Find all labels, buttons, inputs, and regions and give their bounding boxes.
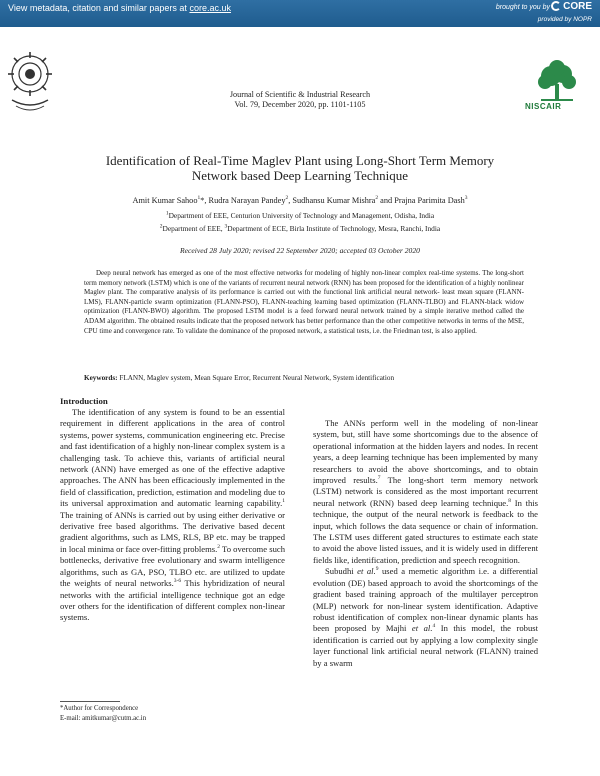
niscair-logo — [521, 60, 591, 120]
footnote-author: *Author for Correspondence — [60, 705, 139, 712]
correspondence-footnote — [60, 701, 285, 723]
journal-header — [200, 90, 400, 110]
core-ac-uk-link[interactable]: core.ac.uk — [189, 3, 231, 13]
affiliation-1: $^1$Department of EEE, Centurion University of Technology and Management, Odisha, India — [165, 210, 435, 220]
author-2-sup: 2 — [285, 195, 289, 202]
keywords-text: FLANN, Maglev system, Mean Square Error, Recurrent Neural Network, System identification — [117, 374, 395, 382]
paper-title — [60, 153, 540, 183]
title-line-1: Identification of Real-Time Maglev Plant using Long-Short Term Memory — [105, 153, 495, 168]
csir-emblem-icon — [8, 44, 52, 118]
author-3: , Sudhansu Kumar Mishra — [288, 196, 376, 205]
affiliation-2-3: $^2$Department of EEE, $^3$Department of ECE, Birla Institute of Technology, Mesra, Ranchi, India — [159, 223, 441, 233]
journal-volume: Vol. 79, December 2020, pp. 1101-1105 — [234, 100, 366, 109]
abstract: Deep neural network has emerged as one of the most effective networks for modeling of highly non-linear complex real-time systems. The long-short term memory network (LSTM) which is one of the variants of recurrent neural network (RNN) has been proposed for the identification of a highly nonlinear Maglev plant. The comparative analysis of its performance is carried out with the functional link artificial neural network- least mean square (FLANN-LMS), FLANN-particle swarm optimization (FLANN-PSO), FLANN-teaching learning based optimization (FLANN-TLBO) and FLANN-black widow optimization (FLANN-BWO) algorithm. The proposed LSTM model is a feed forward neural network trained by a simple iterative method called the ADAM algorithm. The obtained results indicate that the proposed network has better performance than the other competitive networks in terms of the MSE, CPU time and convergence rate. To validate the dominance of the proposed network, a statistical tests, i.e. the Friedman test, is also applied. — [84, 269, 524, 335]
right-paragraph-1: The ANNs perform well in the modeling of non-linear system, but, still have some shortcomings due to the absence of operational information at the hidden layers and nodes. In recent years, a deep learning technique has been implemented by many researchers to avoid the above shortcomings, and to obtain improved results.$^7$ The long-short term memory network (LSTM) network is considered as the most important recurrent neural network (RNN) based deep learning technique.$^8$ In this technique, the output of the neural network is feedback to the input, which follows the data sequence or chain of information. The LSTM uses different gated structures to estimate each state to avoid the above listed issues, and it is widely used in different fields like, identification, prediction and speech recognition. — [313, 418, 539, 565]
received-dates: Received 28 July 2020; revised 22 September 2020; accepted 03 October 2020 — [180, 246, 420, 255]
provided-by-label: provided by NOPR — [537, 16, 592, 23]
view-metadata-link[interactable]: View metadata, citation and similar papers at core.ac.uk — [8, 3, 231, 13]
author-4: and Prajna Parimita Dash — [378, 196, 465, 205]
intro-paragraph: The identification of any system is found to be an essential requirement in different applications in the area of control systems, power systems, communication engineering etc. Precise and fast identification of a highly non-linear complex system is a challenging task. To achieve this, variants of artificial neural network (ANN) have emerged as one of the effective adaptive approaches. The ANN has been efficaciously implemented in the field of classification, prediction, estimation and modeling due to its universal approximation and automatic learning capability.$^1$ The training of ANNs is carried out by using either derivative or derivative free based algorithms. The derivative based decent gradient algorithms, such as LMS, RLS, BP etc. may be trapped in local minima or face over-fitting problems.$^2$ To overcome such bottlenecks, derivative free evolutionary and swarm intelligence algorithms, such as GA, PSO, TLBO etc. are utilized to update the weights of neural networks.$^{3-6}$ This hybridization of neural networks with the artificial intelligence technique got an edge over others for the identification of different complex non-linear systems. — [60, 407, 285, 623]
author-1: Amit Kumar Sahoo — [132, 196, 198, 205]
core-icon — [551, 1, 561, 11]
journal-name: Journal of Scientific & Industrial Research — [229, 90, 371, 99]
author-list: Amit Kumar Sahoo$^1$*, Rudra Narayan Pandey$^2$, Sudhansu Kumar Mishra$^2$ and Prajna Parimita Dash$^3$ — [132, 195, 468, 205]
footnote-rule — [60, 701, 120, 702]
keywords-label: Keywords: — [84, 374, 118, 382]
left-column — [60, 396, 285, 624]
author-4-sup: 3 — [464, 195, 468, 202]
right-column — [313, 418, 538, 669]
title-line-2: Network based Deep Learning Technique — [191, 168, 409, 183]
section-heading-introduction: Introduction — [60, 396, 108, 406]
author-2: , Rudra Narayan Pandey — [204, 196, 286, 205]
author-1-sup: 1 — [197, 195, 201, 202]
brought-to-you-label: brought to you by — [495, 4, 550, 11]
core-logo[interactable]: CORE — [551, 1, 592, 12]
top-banner — [0, 0, 600, 27]
author-3-sup: 2 — [375, 195, 379, 202]
niscair-caption: NISCAIR — [525, 102, 562, 111]
niscair-tree-icon — [521, 60, 591, 104]
keywords — [84, 374, 524, 382]
footnote-email: E-mail: amitkumar@cutm.ac.in — [60, 714, 147, 722]
right-paragraph-2: Subudhi et al.$^9$ used a memetic algorithm i.e. a differential evolution (DE) based approach to avoid the shortcomings of the gradient based training approach of the multilayer perceptron (MLP) network for non-linear system identification. Adaptive robust identification of complex non-linear dynamic plants has been proposed by Majhi et al.$^4$ In this model, the robust identification is carried out by applying a low complexity single layer functional link artificial neural network (FLANN) trained by a swarm — [313, 566, 538, 668]
